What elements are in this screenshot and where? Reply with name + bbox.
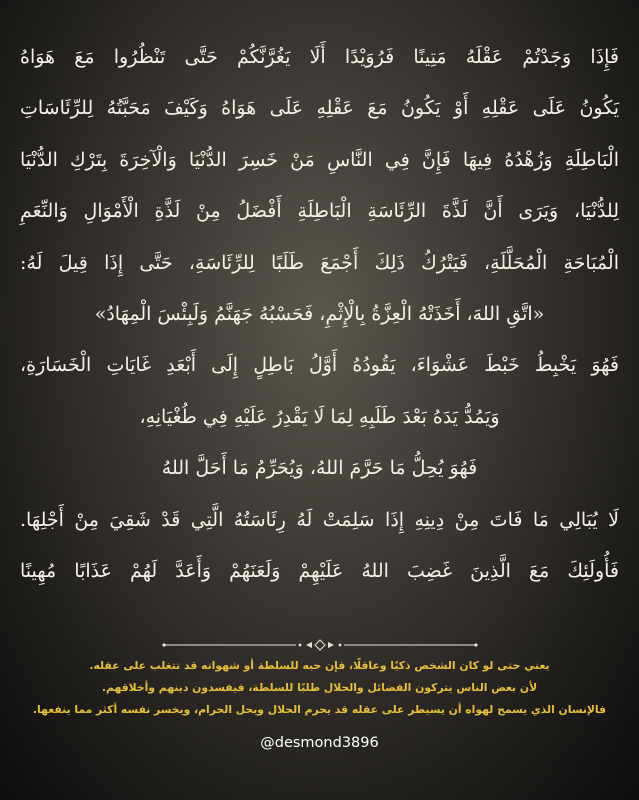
poem-line: فَأُولَئِكَ مَعَ الَّذِينَ غَضِبَ اللهُ عَلَيْهِمْ وَلَعَنَهُمْ وَأَعَدَّ لَهُمْ عَذَابًا مُهِينًا <box>20 559 619 582</box>
explanation-line: لأن بعض الناس يتركون الفضائل والحلال طلبًا للسلطة، فيفسدون دينهم وأخلاقهم. <box>101 681 538 694</box>
explanation-block <box>10 655 629 721</box>
explanation-line: فالإنسان الذي يسمح لهواه أن يسيطر على عقله قد يحرم الحلال ويحل الحرام، ويخسر نفسه أكثر مما ينفعها. <box>32 703 607 716</box>
author-handle: @desmond3896 <box>260 735 379 751</box>
poem-line: فَهُوَ يُحِلُّ مَا حَرَّمَ اللهُ، وَيُحَرِّمُ مَا أَحَلَّ اللهُ <box>161 457 478 480</box>
ornamental-divider-icon <box>160 636 480 648</box>
poem-line: الْبَاطِلَةِ وَزُهْدُهُ فِيهَا فَإِنَّ فِي النَّاسِ مَنْ خَسِرَ الدُّنْيَا وَالْآخِرَةَ بِتَرْكِ الدُّنْيَا <box>20 148 619 171</box>
poem-line: لَا يُبَالِي مَا فَاتَ مِنْ دِينِهِ إِذَا سَلِمَتْ لَهُ رِئَاسَتُهُ الَّتِي قَدْ شَقِيَ مِنْ أَجْلِهَا. <box>20 508 619 531</box>
explanation-line: يعني حتى لو كان الشخص ذكيًا وعاقلًا، فإن حبه للسلطة أو شهواته قد تتغلب على عقله. <box>89 659 550 672</box>
poem-line: الْمُبَاحَةِ الْمُحَلَّلَةِ، فَيَتْرُكُ ذَلِكَ أَجْمَعَ طَلَبًا لِلرِّئَاسَةِ، حَتَّى إِذَا قِيلَ لَهُ: <box>20 251 619 274</box>
poem-block <box>20 32 619 597</box>
poem-line: لِلدُّنْيَا، وَيَرَى أَنَّ لَذَّةَ الرِّئَاسَةِ الْبَاطِلَةِ أَفْضَلُ مِنْ لَذَّةِ الْأَمْوَالِ وَالنِّعَمِ <box>20 200 619 223</box>
poem-line: وَيَمُدُّ يَدَهُ بَعْدَ طَلَبِهِ لِمَا لَا يَقْدِرُ عَلَيْهِ فِي طُغْيَانِهِ، <box>139 405 500 428</box>
poem-line: يَكُونُ عَلَى عَقْلِهِ أَوْ يَكُونُ مَعَ عَقْلِهِ عَلَى هَوَاهُ وَكَيْفَ مَحَبَّتُهُ لِلرِّئَاسَاتِ <box>20 97 619 120</box>
poem-line: فَهُوَ يَخْبِطُ خَبْطَ عَشْوَاءَ، يَقُودُهُ أَوَّلُ بَاطِلٍ إِلَى أَبْعَدِ غَايَاتِ الْخَسَارَةِ، <box>20 354 619 377</box>
poem-line: «اتَّقِ اللهَ، أَخَذَتْهُ الْعِزَّةُ بِالْإِثْمِ، فَحَسْبُهُ جَهَنَّمُ وَلَبِئْسَ الْمِهَادُ» <box>94 302 545 325</box>
poem-line: فَإِذَا وَجَدْتُمْ عَقْلَهُ مَتِينًا فَرُوَيْدًا أَلَا يَغُرَّنَّكُمْ حَتَّى تَنْظُرُوا مَعَ هَوَاهُ <box>20 46 619 68</box>
